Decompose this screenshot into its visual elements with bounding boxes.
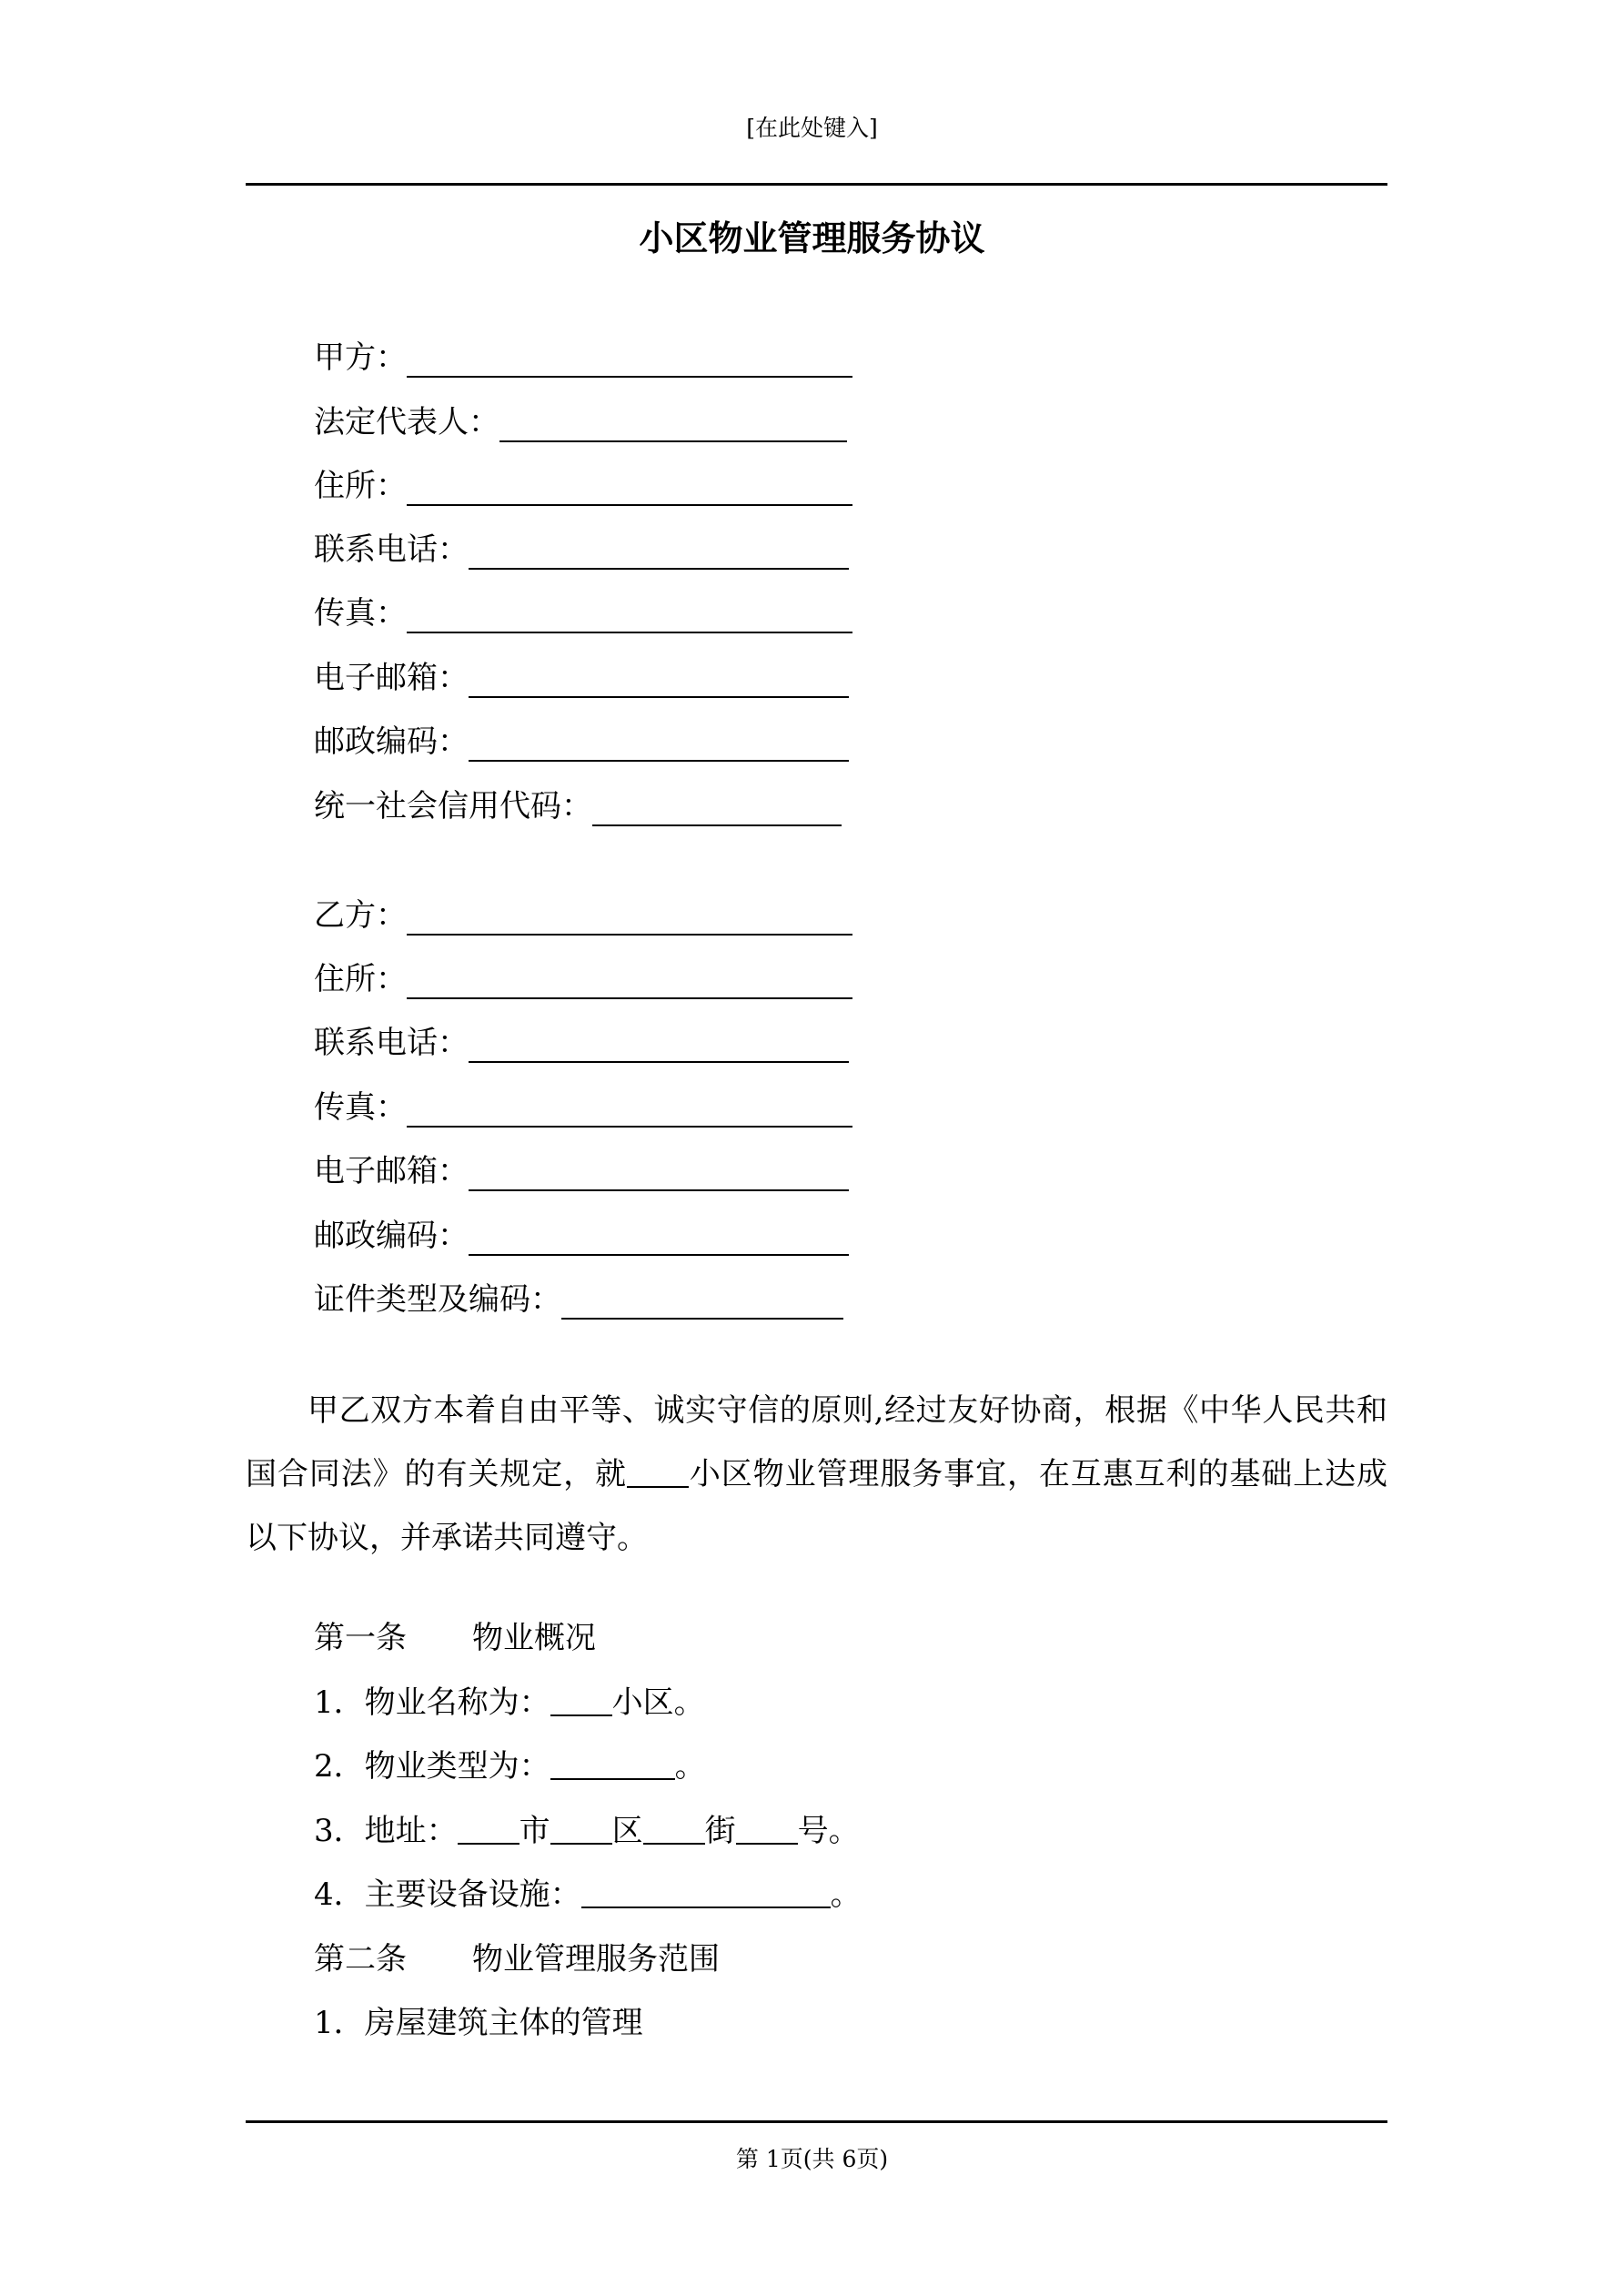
field-blank[interactable] — [407, 899, 852, 936]
article-number: 第一条 — [314, 1620, 407, 1656]
field-label: 传真： — [314, 595, 407, 632]
field-label: 甲方： — [314, 339, 407, 376]
party-a-name-field[interactable] — [314, 338, 852, 378]
document-title: 小区物业管理服务协议 — [639, 218, 985, 258]
article-title: 物业管理服务范围 — [472, 1941, 720, 1977]
party-b-email-field[interactable] — [314, 1151, 849, 1191]
field-blank[interactable] — [407, 963, 852, 999]
article-1-item-2: 2．物业类型为： 。 — [314, 1748, 706, 1785]
community-name-blank[interactable] — [627, 1455, 689, 1488]
page-footer: 第 1页(共 6页) — [735, 2146, 889, 2172]
field-label: 法定代表人： — [314, 404, 499, 440]
party-a-address-field[interactable] — [314, 466, 852, 506]
party-b-postcode-field[interactable] — [314, 1216, 849, 1256]
field-blank[interactable] — [469, 662, 849, 698]
field-label: 电子邮箱： — [314, 1153, 469, 1189]
article-title: 物业概况 — [472, 1620, 596, 1656]
field-blank[interactable] — [469, 1027, 849, 1063]
header-rule — [246, 183, 1387, 186]
field-label: 邮政编码： — [314, 1218, 469, 1254]
field-label: 电子邮箱： — [314, 660, 469, 696]
party-b-id-field[interactable] — [314, 1279, 843, 1320]
party-b-address-field[interactable] — [314, 959, 852, 999]
field-label: 邮政编码： — [314, 723, 469, 760]
field-label: 联系电话： — [314, 531, 469, 568]
party-a-representative-field[interactable] — [314, 402, 847, 442]
field-blank[interactable] — [592, 790, 842, 826]
field-blank[interactable] — [499, 406, 847, 442]
intro-text-part1: 甲乙双方本着自由平等、诚实守信的原则,经过友好协商，根据《中华人民共和国合同法》的有关规定，就 — [246, 1392, 1387, 1492]
intro-text-part2: 小区物业管理服务事宜，在互惠互利的基础上达成以下协议，并承诺共同遵守。 — [246, 1456, 1388, 1556]
party-a-fax-field[interactable] — [314, 593, 852, 633]
field-label: 统一社会信用代码： — [314, 788, 592, 824]
facilities-blank[interactable] — [581, 1876, 831, 1908]
city-blank[interactable] — [458, 1812, 519, 1845]
party-b-fax-field[interactable] — [314, 1087, 852, 1128]
field-label: 住所： — [314, 961, 407, 997]
article-2-item-1: 1．房屋建筑主体的管理 — [314, 2005, 643, 2041]
number-blank[interactable] — [736, 1812, 798, 1845]
field-blank[interactable] — [469, 725, 849, 762]
intro-paragraph — [246, 1379, 1387, 1570]
page-header: [在此处键入] — [746, 115, 878, 141]
street-blank[interactable] — [643, 1812, 705, 1845]
field-blank[interactable] — [469, 1219, 849, 1256]
article-2-heading — [314, 1939, 720, 1979]
footer-rule — [246, 2120, 1387, 2123]
field-label: 住所： — [314, 468, 407, 504]
field-blank[interactable] — [407, 597, 852, 633]
article-1-item-4: 4．主要设备设施： 。 — [314, 1876, 862, 1913]
party-a-credit-code-field[interactable] — [314, 786, 842, 826]
party-a-postcode-field[interactable] — [314, 722, 849, 762]
field-blank[interactable] — [407, 1091, 852, 1128]
property-name-blank[interactable] — [550, 1684, 612, 1716]
field-blank[interactable] — [407, 470, 852, 506]
field-blank[interactable] — [561, 1283, 843, 1320]
field-label: 证件类型及编码： — [314, 1281, 561, 1318]
party-b-phone-field[interactable] — [314, 1023, 849, 1063]
field-blank[interactable] — [469, 1155, 849, 1191]
party-a-email-field[interactable] — [314, 658, 849, 698]
article-1-heading — [314, 1618, 596, 1658]
district-blank[interactable] — [550, 1812, 612, 1845]
field-blank[interactable] — [469, 533, 849, 570]
field-label: 传真： — [314, 1089, 407, 1126]
property-type-blank[interactable] — [550, 1747, 675, 1780]
field-label: 乙方： — [314, 897, 407, 934]
party-a-phone-field[interactable] — [314, 530, 849, 570]
party-b-name-field[interactable] — [314, 895, 852, 936]
article-number: 第二条 — [314, 1941, 407, 1977]
article-1-item-3: 3．地址： 市 区 街 号。 — [314, 1813, 860, 1849]
article-1-item-1: 1．物业名称为： 小区。 — [314, 1684, 705, 1721]
field-label: 联系电话： — [314, 1025, 469, 1061]
field-blank[interactable] — [407, 341, 852, 378]
